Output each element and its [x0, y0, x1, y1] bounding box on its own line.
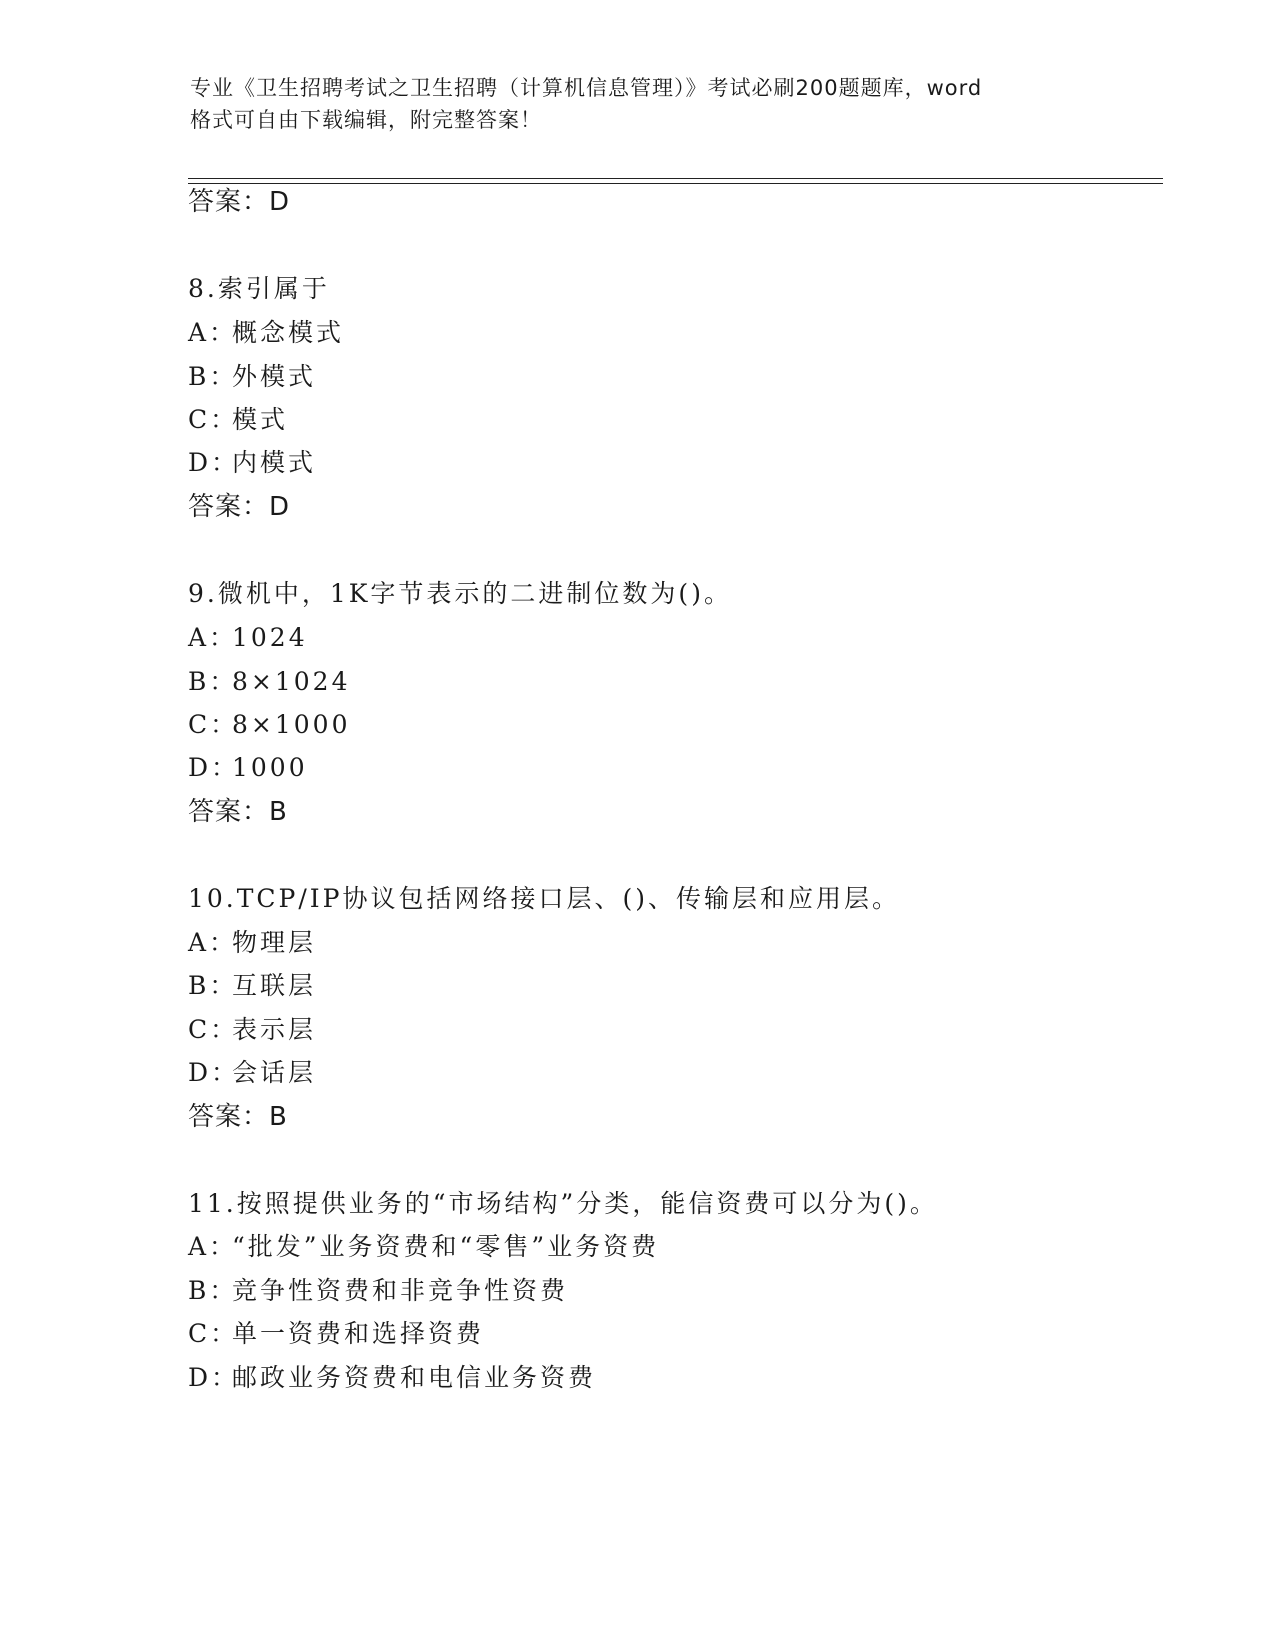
header-title-line-1: 专业《卫生招聘考试之卫生招聘（计算机信息管理）》考试必刷200题题库，word [190, 76, 983, 100]
option-a [188, 1231, 659, 1263]
option-text: 单一资费和选择资费 [232, 1319, 485, 1348]
option-text: “批发”业务资费和“零售”业务资费 [232, 1232, 660, 1261]
option-c [188, 1014, 316, 1046]
option-b [188, 970, 316, 1002]
option-a [188, 927, 316, 959]
option-text: 外模式 [232, 362, 317, 391]
question-stem: 9.微机中，1K字节表示的二进制位数为()。 [188, 579, 732, 608]
option-text: 8×1000 [232, 710, 351, 739]
option-text: 1000 [232, 753, 308, 782]
option-b [188, 1275, 568, 1307]
option-text: 表示层 [232, 1015, 317, 1044]
option-d [188, 1362, 596, 1394]
option-c [188, 404, 288, 436]
option-letter: B： [188, 362, 238, 391]
option-c [188, 1318, 484, 1350]
answer-line: 答案：B [188, 1102, 288, 1132]
option-letter: C： [188, 1319, 239, 1348]
option-letter: B： [188, 667, 238, 696]
option-text: 概念模式 [232, 318, 345, 347]
option-text: 邮政业务资费和电信业务资费 [232, 1363, 597, 1392]
option-text: 物理层 [232, 928, 317, 957]
question-stem: 11.按照提供业务的“市场结构”分类，能信资费可以分为()。 [188, 1189, 938, 1218]
document-header [190, 72, 1110, 136]
answer-line: 答案：D [188, 492, 291, 522]
option-letter: A： [188, 623, 238, 652]
option-a [188, 622, 308, 654]
header-divider [188, 178, 1163, 184]
option-letter: D： [188, 753, 240, 782]
option-letter: A： [188, 1232, 238, 1261]
option-b [188, 361, 316, 393]
option-a [188, 317, 344, 349]
option-letter: C： [188, 1015, 239, 1044]
answer-line: 答案：D [188, 187, 291, 217]
option-text: 会话层 [232, 1058, 317, 1087]
option-letter: C： [188, 710, 239, 739]
option-letter: C： [188, 405, 239, 434]
option-d [188, 447, 316, 479]
answer-line: 答案：B [188, 797, 288, 827]
option-letter: B： [188, 1276, 238, 1305]
option-letter: B： [188, 971, 238, 1000]
option-c [188, 709, 350, 741]
option-letter: D： [188, 1058, 240, 1087]
option-text: 竞争性资费和非竞争性资费 [232, 1276, 569, 1305]
option-text: 互联层 [232, 971, 317, 1000]
option-text: 1024 [232, 623, 308, 652]
question-stem: 10.TCP/IP协议包括网络接口层、()、传输层和应用层。 [188, 884, 901, 913]
option-letter: D： [188, 1363, 240, 1392]
option-d [188, 1057, 316, 1089]
option-letter: A： [188, 318, 238, 347]
option-d [188, 752, 308, 784]
option-b [188, 666, 350, 698]
option-letter: D： [188, 448, 240, 477]
question-stem: 8.索引属于 [188, 274, 330, 303]
option-letter: A： [188, 928, 238, 957]
option-text: 8×1024 [232, 667, 351, 696]
header-title-line-2: 格式可自由下载编辑，附完整答案！ [190, 108, 542, 132]
option-text: 模式 [232, 405, 289, 434]
option-text: 内模式 [232, 448, 317, 477]
